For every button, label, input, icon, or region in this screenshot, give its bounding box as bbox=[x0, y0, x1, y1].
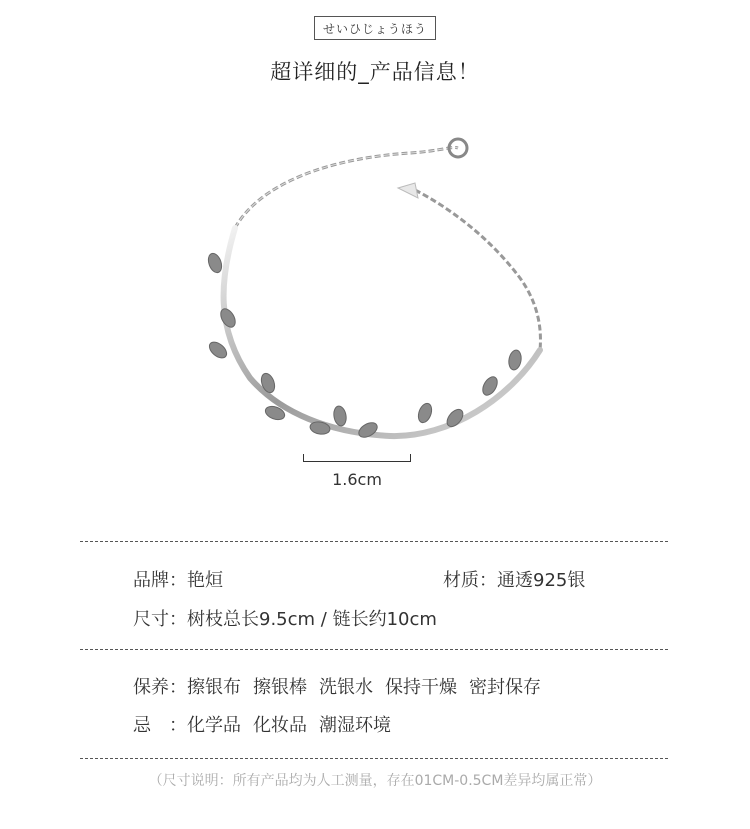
material-row bbox=[443, 566, 585, 592]
divider bbox=[80, 541, 668, 542]
page-title: 超详细的_产品信息！ bbox=[270, 60, 480, 84]
avoid-label: 忌 ： bbox=[133, 715, 187, 736]
avoid-item: 化妆品 bbox=[253, 715, 307, 736]
avoid-item: 化学品 bbox=[187, 715, 241, 736]
size-label: 尺寸： bbox=[133, 609, 187, 630]
care-label: 保养： bbox=[133, 677, 187, 698]
divider bbox=[80, 649, 668, 650]
material-label: 材质： bbox=[443, 570, 497, 591]
care-item: 保持干燥 bbox=[385, 677, 457, 698]
bracelet-product-image bbox=[190, 128, 560, 468]
care-item: 洗银水 bbox=[319, 677, 373, 698]
brand-row bbox=[133, 566, 223, 592]
size-row bbox=[133, 605, 437, 631]
material-value: 通透925银 bbox=[497, 570, 586, 591]
avoid-row bbox=[133, 711, 391, 737]
care-item: 密封保存 bbox=[469, 677, 541, 698]
avoid-item: 潮湿环境 bbox=[319, 715, 391, 736]
brand-label: 品牌： bbox=[133, 570, 187, 591]
measure-bracket bbox=[303, 454, 411, 462]
size-value: 树枝总长9.5cm / 链长约10cm bbox=[187, 609, 437, 630]
care-row bbox=[133, 673, 541, 699]
brand-value: 艳烜 bbox=[187, 570, 223, 591]
care-item: 擦银布 bbox=[187, 677, 241, 698]
care-item: 擦银棒 bbox=[253, 677, 307, 698]
section-badge: せいひじょうほう bbox=[314, 16, 436, 40]
measure-label: 1.6cm bbox=[332, 470, 382, 489]
size-footnote: （尺寸说明：所有产品均为人工测量，存在01CM-0.5CM差异均属正常） bbox=[148, 773, 602, 789]
divider bbox=[80, 758, 668, 759]
